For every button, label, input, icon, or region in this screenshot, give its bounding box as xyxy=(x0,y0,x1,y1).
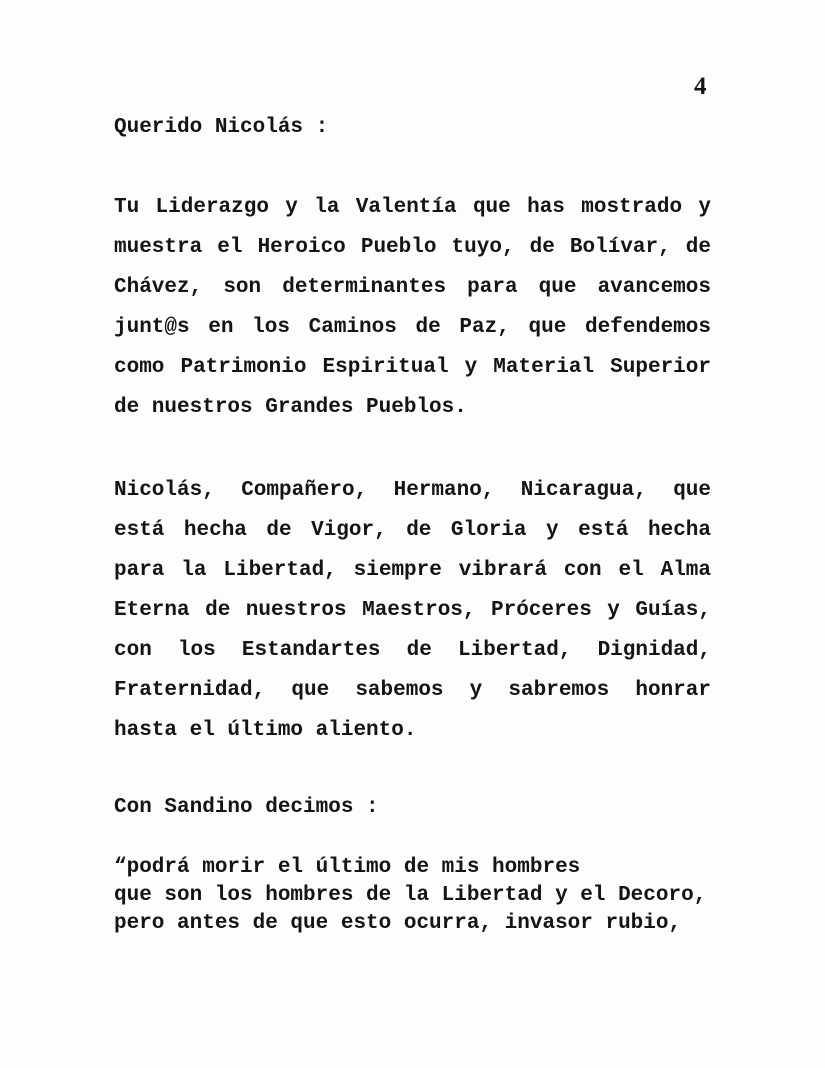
sandino-quote xyxy=(114,854,711,938)
paragraph-1 xyxy=(114,188,711,428)
salutation-block xyxy=(114,108,711,148)
text-line: junt@s en los Caminos de Paz, que defendemos xyxy=(114,316,711,339)
sandino-intro: Con Sandino decimos : xyxy=(114,796,379,819)
text-line: Eterna de nuestros Maestros, Próceres y Guías, xyxy=(114,599,711,622)
text-line: Nicolás, Compañero, Hermano, Nicaragua, que xyxy=(114,479,711,502)
sandino-intro-block xyxy=(114,788,711,828)
quote-line: pero antes de que esto ocurra, invasor rubio, xyxy=(114,912,682,935)
text-line: Chávez, son determinantes para que avancemos xyxy=(114,276,711,299)
paragraph-2 xyxy=(114,471,711,751)
page-number: 4 xyxy=(694,73,707,100)
quote-line: “podrá morir el último de mis hombres xyxy=(114,856,581,879)
text-line: con los Estandartes de Libertad, Dignidad, xyxy=(114,639,711,662)
text-line: está hecha de Vigor, de Gloria y está hecha xyxy=(114,519,711,542)
text-line: como Patrimonio Espiritual y Material Superior xyxy=(114,356,711,379)
text-line: hasta el último aliento. xyxy=(114,719,417,742)
text-line: muestra el Heroico Pueblo tuyo, de Bolívar, de xyxy=(114,236,711,259)
text-line: Tu Liderazgo y la Valentía que has mostrado y xyxy=(114,196,711,219)
salutation: Querido Nicolás : xyxy=(114,116,329,139)
text-line: de nuestros Grandes Pueblos. xyxy=(114,396,467,419)
quote-line: que son los hombres de la Libertad y el Decoro, xyxy=(114,884,707,907)
text-line: para la Libertad, siempre vibrará con el Alma xyxy=(114,559,711,582)
text-line: Fraternidad, que sabemos y sabremos honrar xyxy=(114,679,711,702)
